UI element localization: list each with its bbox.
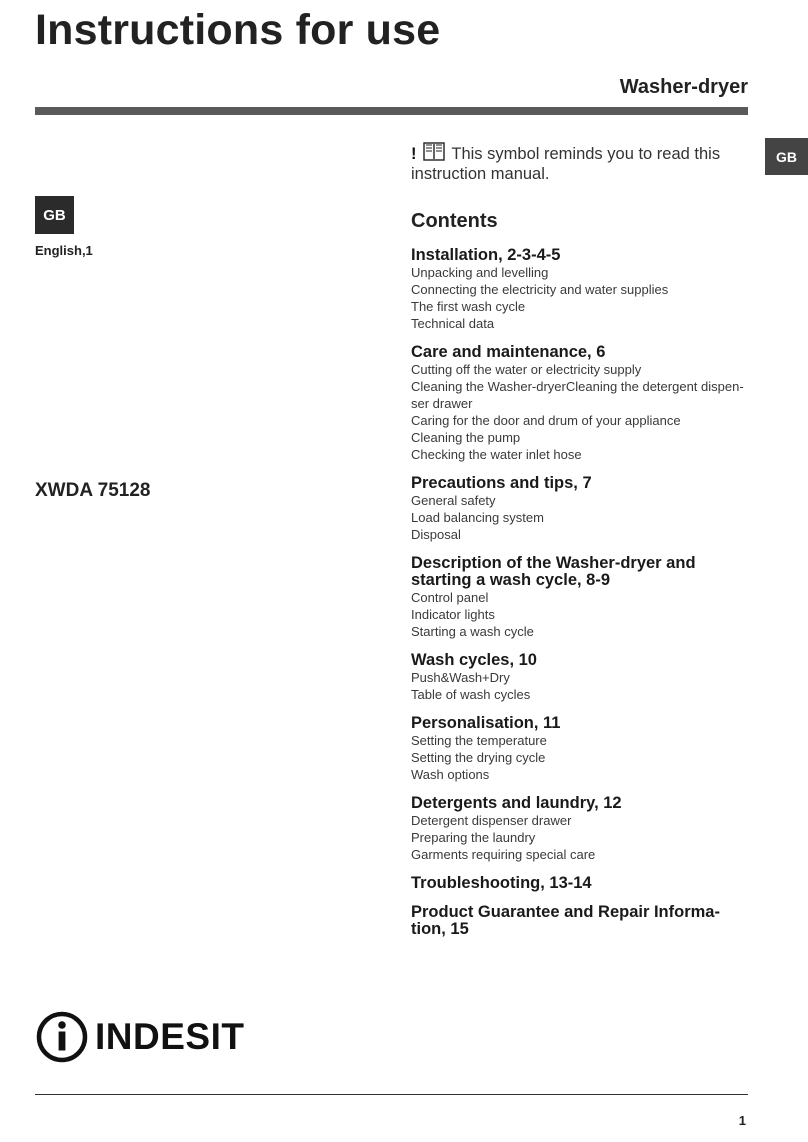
page-title: Instructions for use (35, 6, 441, 54)
product-type: Washer-dryer (619, 76, 748, 98)
section-title: Detergents and laundry, 12 (411, 794, 622, 812)
section-item: Push&Wash+Dry (411, 670, 510, 685)
section-title: Troubleshooting, 13-14 (411, 874, 592, 892)
language-item: English,1 (35, 243, 93, 258)
section-item: General safety (411, 493, 496, 508)
section-item: Detergent dispenser drawer (411, 813, 572, 828)
footer-rule (35, 1094, 748, 1095)
contents-section (411, 652, 746, 703)
section-title: Precautions and tips, 7 (411, 474, 592, 492)
section-title: Description of the Washer-dryer and starting a wash cycle, 8-9 (411, 554, 696, 589)
section-item: Unpacking and levelling (411, 265, 549, 280)
contents-section (411, 344, 746, 463)
section-title: Care and maintenance, 6 (411, 343, 606, 361)
model-number: XWDA 75128 (35, 480, 151, 501)
section-title: Installation, 2-3-4-5 (411, 246, 561, 264)
section-item: Indicator lights (411, 607, 495, 622)
section-title: Wash cycles, 10 (411, 651, 537, 669)
contents-section (411, 904, 746, 938)
section-title: Personalisation, 11 (411, 714, 561, 732)
section-item: The first wash cycle (411, 299, 526, 314)
section-item: Setting the temperature (411, 733, 547, 748)
section-item: Cutting off the water or electricity supply (411, 362, 642, 377)
section-item: Connecting the electricity and water supplies (411, 282, 669, 297)
header-rule (35, 107, 748, 115)
indesit-logo-icon (35, 1010, 89, 1064)
section-item: Caring for the door and drum of your appliance (411, 413, 681, 428)
section-item: Table of wash cycles (411, 687, 531, 702)
read-manual-note (411, 142, 741, 184)
side-language-tab: GB (765, 138, 808, 175)
section-item: Garments requiring special care (411, 847, 596, 862)
section-item: Load balancing system (411, 510, 544, 525)
note-text: This symbol reminds you to read this instruction manual. (411, 145, 721, 183)
contents-heading: Contents (411, 210, 498, 232)
contents-section (411, 475, 746, 543)
page-number: 1 (738, 1113, 746, 1128)
section-item: Control panel (411, 590, 489, 605)
section-item: Technical data (411, 316, 495, 331)
section-item: Disposal (411, 527, 461, 542)
section-item: Cleaning the pump (411, 430, 521, 445)
table-of-contents (411, 210, 746, 950)
brand-logo (35, 1010, 244, 1064)
section-title: Product Guarantee and Repair Informa-tion, 15 (411, 903, 720, 938)
book-icon (423, 142, 445, 161)
language-badge: GB (35, 196, 74, 234)
contents-section (411, 247, 746, 332)
contents-section (411, 715, 746, 783)
section-item: Setting the drying cycle (411, 750, 546, 765)
section-item: Checking the water inlet hose (411, 447, 582, 462)
exclamation-mark: ! (411, 145, 417, 163)
section-item: Preparing the laundry (411, 830, 536, 845)
section-item: Cleaning the Washer-dryerCleaning the detergent dispen-ser drawer (411, 379, 744, 411)
section-item: Wash options (411, 767, 490, 782)
section-item: Starting a wash cycle (411, 624, 534, 639)
contents-section (411, 555, 746, 640)
contents-section (411, 795, 746, 863)
contents-section (411, 875, 746, 892)
brand-name: INDESIT (95, 1016, 245, 1057)
